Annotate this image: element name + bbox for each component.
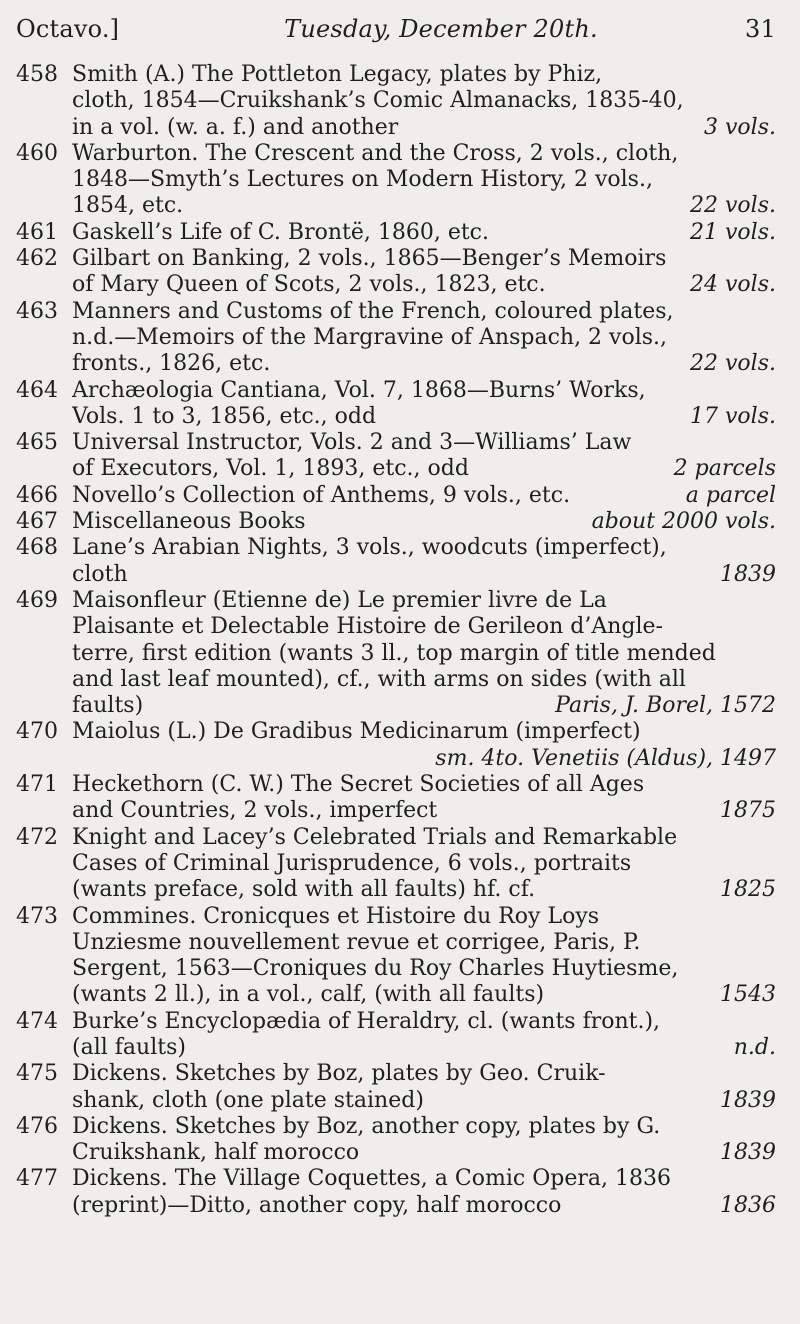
lot-line-text: shank, cloth (one plate stained)	[72, 1087, 424, 1113]
lot-line-quantity: a parcel	[685, 482, 776, 508]
lot-line	[72, 851, 776, 877]
lot-line-quantity: 3 vols.	[704, 114, 776, 140]
lot-line-text: Plaisante et Delectable Histoire de Gerileon d’Angle-	[72, 614, 663, 640]
lot-line	[72, 378, 776, 404]
lot-line	[72, 299, 776, 325]
page-number: 31	[745, 15, 776, 43]
lot-line-quantity: 1839	[720, 1140, 776, 1166]
lot-line	[72, 772, 776, 798]
lot-number: 474	[16, 1008, 58, 1034]
lot-line-text: Cruikshank, half morocco	[72, 1140, 360, 1166]
lot-number: 470	[16, 719, 58, 745]
lot-number: 477	[16, 1166, 58, 1192]
lot-line-quantity: 1825	[720, 877, 776, 903]
lot-line-text: Lane’s Arabian Nights, 3 vols., woodcuts (imperfect),	[72, 535, 667, 561]
lot-line	[72, 588, 776, 614]
lot-line-text: and Countries, 2 vols., imperfect	[72, 798, 438, 824]
lot-description	[72, 246, 776, 299]
lot-line	[72, 982, 776, 1008]
lot-line	[72, 509, 776, 535]
lot-line-text: Dickens. The Village Coquettes, a Comic Opera, 1836	[72, 1166, 671, 1192]
lot-line-text: cloth	[72, 561, 128, 587]
lot-line	[72, 1114, 776, 1140]
lot-line	[72, 667, 776, 693]
lot-line-quantity: 1839	[720, 561, 776, 587]
lot-line	[72, 220, 776, 246]
lot-line-text: Commines. Cronicques et Histoire du Roy Loys	[72, 903, 600, 929]
lot-number: 476	[16, 1113, 58, 1139]
lot-line	[72, 115, 776, 141]
lot-number: 472	[16, 824, 58, 850]
lot-line-text: Knight and Lacey’s Celebrated Trials and Remarkable	[72, 824, 678, 850]
lot-description	[72, 220, 776, 246]
lot-number: 473	[16, 903, 58, 929]
lot-line-text: n.d.—Memoirs of the Margravine of Anspach, 2 vols.,	[72, 324, 668, 350]
lot-number: 462	[16, 246, 58, 272]
lot-line-text: Burke’s Encyclopædia of Heraldry, cl. (wants front.),	[72, 1008, 661, 1034]
lot-line	[72, 930, 776, 956]
lot-description	[72, 509, 776, 535]
lot-line	[72, 88, 776, 114]
header-format: Octavo.]	[16, 15, 120, 43]
lot-line-text: cloth, 1854—Cruikshank’s Comic Almanacks, 1835-40,	[72, 88, 684, 114]
lot-line-quantity: 24 vols.	[690, 272, 776, 298]
lot-description	[72, 772, 776, 825]
lot-line	[72, 693, 776, 719]
lot-line-text: Universal Instructor, Vols. 2 and 3—Williams’ Law	[72, 430, 632, 456]
lot-line-quantity: 1543	[720, 982, 776, 1008]
lot-line-text: terre, first edition (wants 3 ll., top margin of title mended	[72, 640, 716, 666]
lot-number: 460	[16, 140, 58, 166]
lot-entry	[16, 62, 776, 141]
lot-line	[72, 246, 776, 272]
lot-line-text: 1848—Smyth’s Lectures on Modern History, 2 vols.,	[72, 167, 653, 193]
lot-entry	[16, 220, 776, 246]
lot-line-text: Miscellaneous Books	[72, 509, 306, 535]
lot-description	[72, 825, 776, 904]
lot-line-text: Cases of Criminal Jurisprudence, 6 vols., portraits	[72, 850, 632, 876]
lot-line-text: fronts., 1826, etc.	[72, 351, 271, 377]
lot-line	[72, 746, 776, 772]
lot-line-text: of Executors, Vol. 1, 1893, etc., odd	[72, 456, 469, 482]
lot-description	[72, 430, 776, 483]
lot-line	[72, 325, 776, 351]
lot-line	[72, 483, 776, 509]
lot-line	[72, 877, 776, 903]
lot-entry	[16, 772, 776, 825]
lot-line	[72, 904, 776, 930]
lot-line-text: 1854, etc.	[72, 193, 184, 219]
lot-number: 469	[16, 587, 58, 613]
lot-description	[72, 1114, 776, 1167]
lot-line	[72, 798, 776, 824]
lot-line	[72, 825, 776, 851]
lot-line	[72, 562, 776, 588]
lot-line	[72, 535, 776, 561]
lot-line-text: Gaskell’s Life of C. Brontë, 1860, etc.	[72, 219, 489, 245]
lot-description	[72, 719, 776, 772]
lot-line-text: Sergent, 1563—Croniques du Roy Charles Huytiesme,	[72, 956, 679, 982]
lot-line	[72, 1088, 776, 1114]
lot-description	[72, 483, 776, 509]
lot-line-text: faults)	[72, 693, 144, 719]
lot-entry	[16, 535, 776, 588]
lot-line	[72, 456, 776, 482]
lot-list	[16, 62, 776, 1219]
lot-line-quantity: 1875	[720, 798, 776, 824]
lot-line	[72, 430, 776, 456]
lot-line-quantity: 22 vols.	[690, 351, 776, 377]
lot-line-quantity: 2 parcels	[673, 456, 776, 482]
lot-entry	[16, 1061, 776, 1114]
lot-line	[72, 1140, 776, 1166]
lot-line-text: Unziesme nouvellement revue et corrigee, Paris, P.	[72, 929, 641, 955]
lot-line-text: in a vol. (w. a. f.) and another	[72, 114, 399, 140]
lot-description	[72, 535, 776, 588]
lot-line-text: (wants preface, sold with all faults) hf. cf.	[72, 877, 536, 903]
lot-description	[72, 588, 776, 719]
lot-line-quantity: n.d.	[733, 1034, 776, 1060]
lot-line	[72, 614, 776, 640]
lot-line-text: Manners and Customs of the French, coloured plates,	[72, 298, 674, 324]
lot-entry	[16, 299, 776, 378]
page-header	[16, 14, 776, 56]
lot-line-quantity: 1839	[720, 1087, 776, 1113]
lot-line	[72, 641, 776, 667]
lot-entry	[16, 246, 776, 299]
lot-description	[72, 904, 776, 1009]
lot-entry	[16, 509, 776, 535]
lot-number: 466	[16, 482, 58, 508]
lot-line-text: and last leaf mounted), cf., with arms on sides (with all	[72, 666, 686, 692]
lot-line-text: Smith (A.) The Pottleton Legacy, plates by Phiz,	[72, 62, 603, 87]
lot-number: 475	[16, 1061, 58, 1087]
lot-line-text: Vols. 1 to 3, 1856, etc., odd	[72, 403, 377, 429]
lot-line-quantity: sm. 4to. Venetiis (Aldus), 1497	[435, 745, 776, 771]
lot-entry	[16, 141, 776, 220]
lot-entry	[16, 1009, 776, 1062]
lot-line-text: Dickens. Sketches by Boz, another copy, plates by G.	[72, 1113, 661, 1139]
lot-line-text: (wants 2 ll.), in a vol., calf, (with all faults)	[72, 982, 545, 1008]
lot-description	[72, 141, 776, 220]
lot-line-text: Maiolus (L.) De Gradibus Medicinarum (imperfect)	[72, 719, 641, 745]
lot-number: 458	[16, 62, 58, 87]
lot-line	[72, 351, 776, 377]
lot-number: 467	[16, 509, 58, 535]
lot-description	[72, 299, 776, 378]
lot-line	[72, 1035, 776, 1061]
lot-line	[72, 1166, 776, 1192]
lot-line-text: Warburton. The Crescent and the Cross, 2 vols., cloth,	[72, 140, 679, 166]
lot-line-text: (reprint)—Ditto, another copy, half morocco	[72, 1192, 562, 1218]
lot-entry	[16, 904, 776, 1009]
lot-line-text: (all faults)	[72, 1034, 186, 1060]
lot-line-text: Novello’s Collection of Anthems, 9 vols., etc.	[72, 482, 571, 508]
lot-line-text: Heckethorn (C. W.) The Secret Societies of all Ages	[72, 772, 645, 798]
lot-description	[72, 1061, 776, 1114]
lot-line-quantity: about 2000 vols.	[591, 509, 776, 535]
lot-line	[72, 141, 776, 167]
lot-line-quantity: Paris, J. Borel, 1572	[555, 693, 776, 719]
header-date: Tuesday, December 20th.	[284, 15, 598, 43]
lot-entry	[16, 483, 776, 509]
lot-line-quantity: 21 vols.	[690, 219, 776, 245]
lot-number: 465	[16, 430, 58, 456]
lot-line-text: Gilbart on Banking, 2 vols., 1865—Benger’s Memoirs	[72, 246, 667, 272]
lot-entry	[16, 378, 776, 431]
lot-line	[72, 719, 776, 745]
lot-line	[72, 272, 776, 298]
lot-number: 471	[16, 772, 58, 798]
lot-line	[72, 193, 776, 219]
lot-line	[72, 404, 776, 430]
lot-line	[72, 167, 776, 193]
lot-line-quantity: 17 vols.	[690, 403, 776, 429]
lot-line-text: of Mary Queen of Scots, 2 vols., 1823, etc.	[72, 272, 546, 298]
lot-entry	[16, 430, 776, 483]
lot-line-text: Maisonfleur (Etienne de) Le premier livre de La	[72, 587, 607, 613]
lot-line	[72, 1193, 776, 1219]
lot-entry	[16, 1114, 776, 1167]
lot-entry	[16, 1166, 776, 1219]
lot-line-text: Dickens. Sketches by Boz, plates by Geo. Cruik-	[72, 1061, 606, 1087]
lot-line-text: Archæologia Cantiana, Vol. 7, 1868—Burns’ Works,	[72, 377, 646, 403]
lot-number: 461	[16, 219, 58, 245]
lot-description	[72, 1009, 776, 1062]
lot-line-quantity: 1836	[720, 1192, 776, 1218]
lot-entry	[16, 825, 776, 904]
lot-entry	[16, 719, 776, 772]
lot-description	[72, 62, 776, 141]
lot-description	[72, 378, 776, 431]
lot-number: 463	[16, 298, 58, 324]
lot-number: 468	[16, 535, 58, 561]
lot-line-quantity: 22 vols.	[690, 193, 776, 219]
lot-line	[72, 1009, 776, 1035]
lot-description	[72, 1166, 776, 1219]
lot-line	[72, 1061, 776, 1087]
lot-number: 464	[16, 377, 58, 403]
lot-line	[72, 62, 776, 88]
lot-entry	[16, 588, 776, 719]
lot-line	[72, 956, 776, 982]
